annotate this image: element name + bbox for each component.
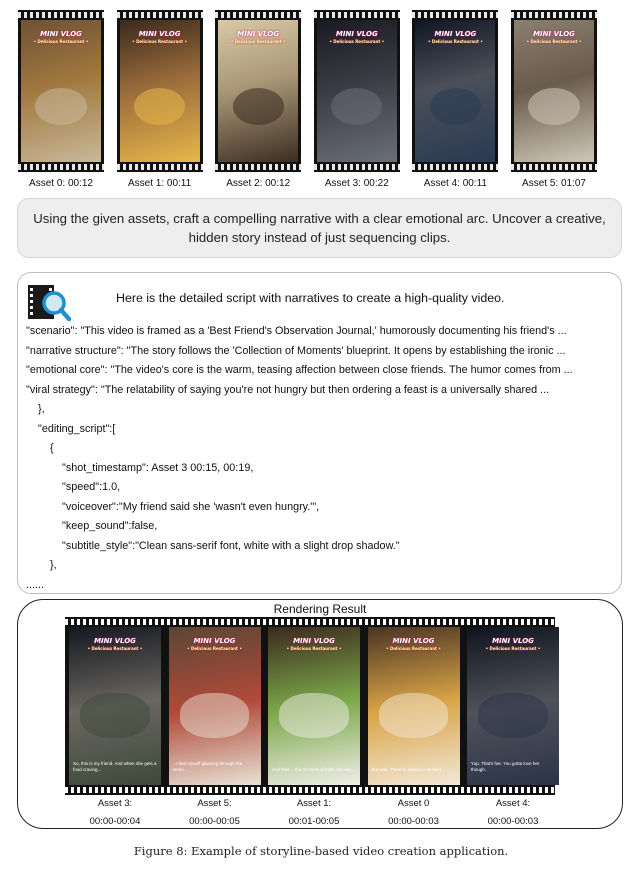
asset-thumbnail-0: [18, 10, 104, 172]
asset-label: Asset 1: 00:11: [127, 178, 192, 189]
asset-frame: [218, 20, 298, 162]
rendered-clip-0: [69, 627, 161, 785]
clip-label: [65, 797, 165, 828]
asset-frame: [120, 20, 200, 162]
film-search-icon: [26, 281, 72, 323]
prompt-box: [17, 198, 622, 258]
film-perforation: [511, 12, 597, 18]
script-panel: [17, 272, 622, 594]
film-perforation: [18, 164, 104, 170]
clip-asset: Asset 1:: [296, 798, 332, 809]
asset-frame: [514, 20, 594, 162]
script-heading: Here is the detailed script with narratives to create a high-quality video.: [116, 291, 505, 305]
rendered-clip-2: [268, 627, 360, 785]
rendered-clip-3: [368, 627, 460, 785]
clip-subtitle: So, this is my friend. And when she gets a food craving...: [73, 761, 157, 772]
clip-asset: Asset 5:: [197, 798, 232, 809]
clip-subtitle: But wait. There is always a dessert.: [371, 767, 443, 772]
clip-asset: Asset 0: [397, 798, 430, 809]
vlog-badge: MINI VLOG • Delicious Restaurant •: [187, 637, 242, 651]
asset-film-row: [14, 10, 630, 195]
script-line: "speed":1.0,: [26, 481, 121, 493]
rendered-film-strip: [65, 617, 555, 795]
script-line: },: [26, 403, 45, 415]
asset-label: Asset 0: 00:12: [29, 178, 93, 189]
clip-time: 00:00-00:03: [487, 816, 539, 827]
script-line: "editing_script":[: [26, 422, 116, 435]
film-perforation: [215, 12, 301, 18]
script-line: "shot_timestamp": Asset 3 00:15, 00:19,: [26, 461, 254, 474]
vlog-badge: MINI VLOG • Delicious Restaurant •: [33, 30, 89, 44]
asset-label: Asset 2: 00:12: [226, 178, 291, 189]
figure-caption: Figure 8: Example of storyline-based video creation application.: [133, 844, 509, 858]
clip-subtitle: Yup. That's her. You gotta love her though.: [471, 761, 540, 772]
script-line: {: [26, 442, 54, 454]
asset-frame: [21, 20, 101, 162]
film-perforation: [117, 12, 203, 18]
script-line: "subtitle_style":"Clean sans-serif font, white with a slight drop shadow.": [26, 539, 400, 552]
film-perforation: [412, 12, 498, 18]
asset-frame: [317, 20, 397, 162]
asset-thumbnail-5: [511, 10, 597, 172]
rendered-clip-4: [467, 627, 559, 785]
film-perforation: [412, 164, 498, 170]
vlog-badge: MINI VLOG • Delicious Restaurant •: [526, 30, 582, 44]
script-line: "keep_sound":false,: [26, 520, 158, 532]
clip-time: 00:00-00:05: [189, 816, 240, 827]
film-perforation: [215, 164, 301, 170]
film-perforation: [18, 12, 104, 18]
asset-thumbnail-3: [314, 10, 400, 172]
clip-subtitle: ...I find myself glancing through the menu...: [172, 761, 243, 772]
script-line: ......: [26, 578, 44, 591]
clip-time: 00:00-00:04: [89, 816, 141, 827]
script-line: "scenario": "This video is framed as a 'Best Friend's Observation Journal,' humorously documenting his friend's ...: [26, 325, 567, 337]
film-perforation: [314, 164, 400, 170]
vlog-badge: MINI VLOG • Delicious Restaurant •: [132, 30, 188, 44]
clip-time: 00:01-00:05: [288, 816, 340, 827]
script-line: "voiceover":"My friend said she 'wasn't even hungry.'",: [26, 500, 320, 513]
clip-label: [264, 797, 364, 828]
asset-frame: [415, 20, 495, 162]
clip-label: [463, 797, 563, 828]
vlog-badge: MINI VLOG • Delicious Restaurant •: [87, 637, 143, 651]
asset-label: Asset 5: 01:07: [522, 178, 586, 189]
film-perforation: [65, 787, 555, 793]
rendered-clip-1: [169, 627, 261, 785]
script-line: "narrative structure": "The story follows the 'Collection of Moments' blueprint. It opens by establishing the ironic ...: [26, 344, 566, 357]
prompt-text: Using the given assets, craft a compelling narrative with a clear emotional arc. Uncover a creative, hidden story instead of just sequencing clips.: [33, 211, 606, 245]
rendering-result-panel: [17, 599, 623, 829]
vlog-badge: MINI VLOG • Delicious Restaurant •: [230, 30, 286, 44]
film-perforation: [314, 12, 400, 18]
vlog-badge: MINI VLOG • Delicious Restaurant •: [386, 637, 441, 651]
asset-thumbnail-1: [117, 10, 203, 172]
asset-label: Asset 3: 00:22: [324, 178, 389, 189]
script-line: "emotional core": "The video's core is the warm, teasing affection between close friends. The humor comes from ...: [26, 364, 573, 376]
clip-time: 00:00-00:03: [388, 816, 439, 827]
vlog-badge: MINI VLOG • Delicious Restaurant •: [427, 30, 483, 44]
clip-asset: Asset 4:: [495, 798, 531, 809]
film-perforation: [117, 164, 203, 170]
film-perforation: [65, 619, 555, 625]
asset-label: Asset 4: 00:11: [423, 178, 487, 189]
script-line: "viral strategy": "The relatability of saying you're not hungry but then ordering a feast is a universally shared ...: [26, 383, 550, 396]
clip-label: [364, 797, 464, 828]
asset-thumbnail-4: [412, 10, 498, 172]
script-line: },: [26, 559, 57, 571]
asset-thumbnail-2: [215, 10, 301, 172]
vlog-badge: MINI VLOG • Delicious Restaurant •: [329, 30, 385, 44]
script-lines: [26, 322, 611, 595]
film-perforation: [511, 164, 597, 170]
rendering-title: Rendering Result: [273, 602, 367, 616]
clip-asset: Asset 3:: [97, 798, 133, 809]
clip-subtitle: And then... the moment of truth. No way...: [272, 767, 355, 772]
clip-label: [165, 797, 265, 828]
vlog-badge: MINI VLOG • Delicious Restaurant •: [485, 637, 541, 651]
vlog-badge: MINI VLOG • Delicious Restaurant •: [286, 637, 342, 651]
